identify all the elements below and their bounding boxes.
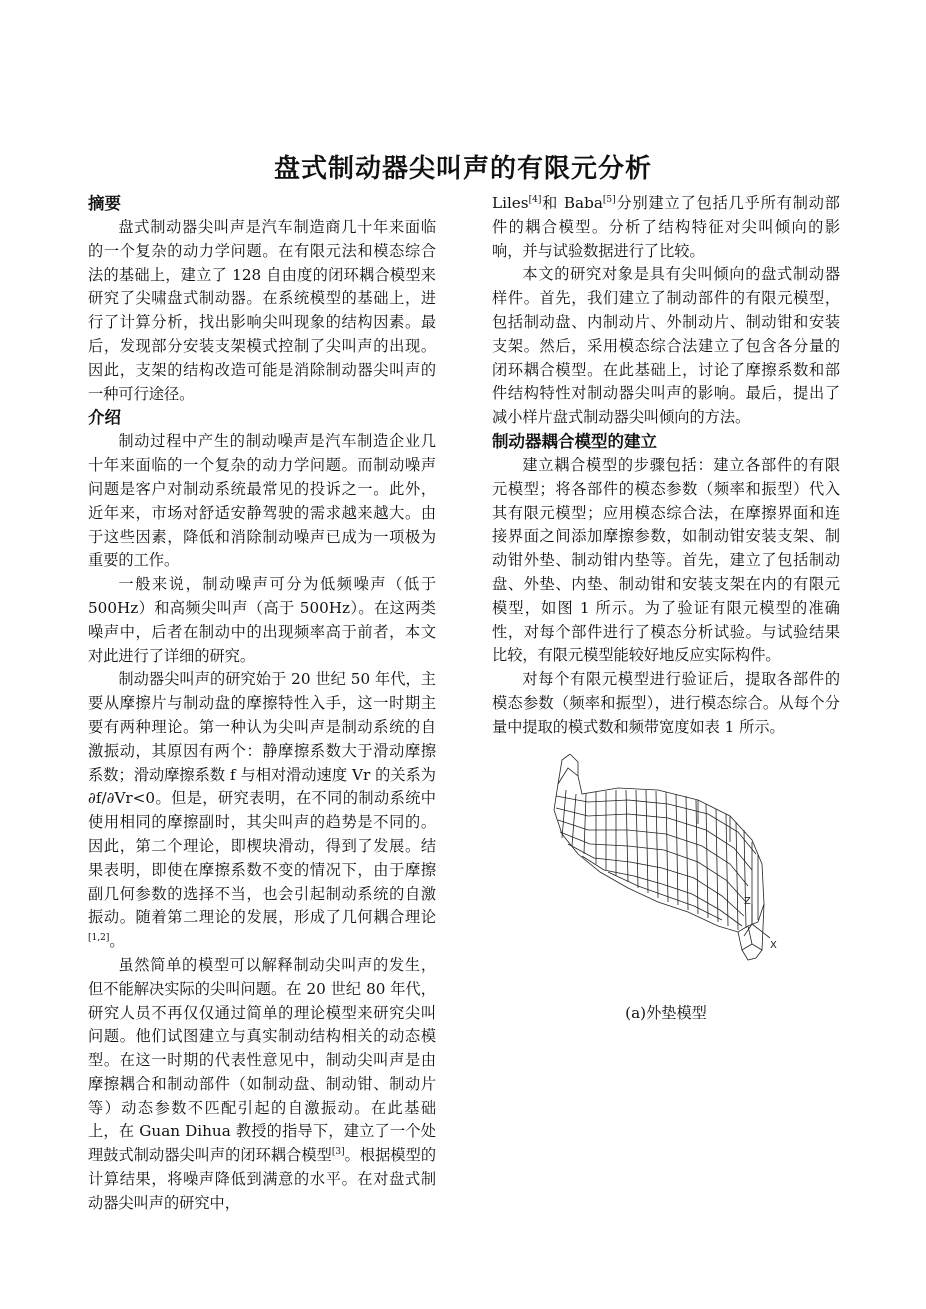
citation-1-2: [1,2] <box>88 933 110 944</box>
intro-paragraph-2: 一般来说，制动噪声可分为低频噪声（低于 500Hz）和高频尖叫声（高于 500Hz）。在这两类噪声中，后者在制动中的出现频率高于前者，本文对此进行了详细的研究。 <box>88 575 436 665</box>
intro-paragraph-1: 制动过程中产生的制动噪声是汽车制造企业几十年来面临的一个复杂的动力学问题。而制动噪声问题是客户对制动系统最常见的投诉之一。此外，近年来，市场对舒适安静驾驶的需求越来越大。由于这些因素，降低和消除制动噪声已成为一项极为重要的工作。 <box>88 432 436 570</box>
intro-paragraph-3 <box>88 668 436 954</box>
abstract-text: 盘式制动器尖叫声是汽车制造商几十年来面临的一个复杂的动力学问题。在有限元法和模态综合法的基础上，建立了 128 自由度的闭环耦合模型来研究了尖啸盘式制动器。在系统模型的基础上，进行了计算分析，找出影响尖叫现象的结构因素。最后，发现部分安装支架模式控制了尖叫声的出现。因此，支架的结构改造可能是消除制动器尖叫声的一种可行途径。 <box>88 218 436 403</box>
intro-paragraph-5: 本文的研究对象是具有尖叫倾向的盘式制动器样件。首先，我们建立了制动部件的有限元模型，包括制动盘、内制动片、外制动片、制动钳和安装支架。然后，采用模态综合法建立了包含各分量的闭环耦合模型。在此基础上，讨论了摩擦系数和部件结构特性对制动器尖叫声的影响。最后，提出了减小样片盘式制动器尖叫倾向的方法。 <box>492 265 840 427</box>
baba-text: 和 Baba <box>541 194 603 212</box>
citation-5: [5] <box>602 194 616 205</box>
intro-paragraph-4 <box>88 954 436 1216</box>
intro-paragraph-4-end: 。根据模型的计算结果，将噪声降低到满意的水平。在对盘式制动器尖叫声的研究中， <box>88 1146 437 1212</box>
intro-paragraph-3-end: 。 <box>109 932 125 951</box>
coupled-model-text: 分别建立了包括几乎所有制动部件的耦合模型。分析了结构特征对尖叫倾向的影响，并与试验数据进行了比较。 <box>492 194 840 260</box>
model-paragraph-2: 对每个有限元模型进行验证后，提取各部件的模态参数（频率和振型），进行模态综合。从每个分量中提取的模式数和频带宽度如表 1 所示。 <box>492 670 840 736</box>
figure-outer-pad-model <box>492 754 840 994</box>
intro-paragraph-4-text: 虽然简单的模型可以解释制动尖叫声的发生，但不能解决实际的尖叫问题。在 20 世纪 80 年代，研究人员不再仅仅通过简单的理论模型来研究尖叫问题。他们试图建立与真实制动结构相关的动态模型。在这一时期的代表性意见中，制动尖叫声是由摩擦耦合和制动部件（如制动盘、制动钳、制动片等）动态参数不匹配引起的自激振动。在此基础上，在 Guan Dihua 教授的指导下，建立了一个处理鼓式制动器尖叫声的闭环耦合模型 <box>88 955 436 1165</box>
pad-outline <box>554 768 764 932</box>
figure-caption: (a)外垫模型 <box>625 1003 707 1022</box>
abstract-heading: 摘要 <box>88 194 121 213</box>
axis-triad <box>744 904 770 938</box>
right-column <box>492 192 840 1025</box>
fem-mesh-drawing <box>548 754 784 972</box>
left-column <box>88 192 436 1216</box>
intro-heading: 介绍 <box>88 408 121 428</box>
model-heading: 制动器耦合模型的建立 <box>492 431 657 451</box>
page-title: 盘式制动器尖叫声的有限元分析 <box>273 154 652 184</box>
citation-4: [4] <box>528 194 542 205</box>
intro-paragraph-3-text: 制动器尖叫声的研究始于 20 世纪 50 年代，主要从摩擦片与制动盘的摩擦特性入手，这一时期主要有两种理论。第一种认为尖叫声是制动系统的自激振动，其原因有两个：静摩擦系数大于滑动摩擦系数；滑动摩擦系数 f 与相对滑动速度 Vr 的关系为∂f/∂Vr<0。但是，研究表明，在不同的制动系统中使用相同的摩擦副时，其尖叫声的趋势是不同的。因此，第二个理论，即楔块滑动，得到了发展。结果表明，即使在摩擦系数不变的情况下，由于摩擦副几何参数的选择不当，也会引起制动系统的自激振动。随着第二理论的发展，形成了几何耦合理论 <box>88 670 436 927</box>
citation-3: [3] <box>331 1147 345 1158</box>
axis-x-label: X <box>770 939 777 951</box>
axis-z-label: Z <box>744 895 751 907</box>
intro-paragraph-4-continued <box>492 192 840 263</box>
model-paragraph-1: 建立耦合模型的步骤包括：建立各部件的有限元模型；将各部件的模态参数（频率和振型）代入其有限元模型；应用模态综合法，在摩擦界面和连接界面之间添加摩擦参数，如制动钳安装支架、制动钳外垫、制动钳内垫等。首先，建立了包括制动盘、外垫、内垫、制动钳和安装支架在内的有限元模型，如图 1 所示。为了验证有限元模型的准确性，对每个部件进行了模态分析试验。与试验结果比较，有限元模型能较好地反应实际构件。 <box>492 455 840 665</box>
liles-text: Liles <box>492 194 529 212</box>
